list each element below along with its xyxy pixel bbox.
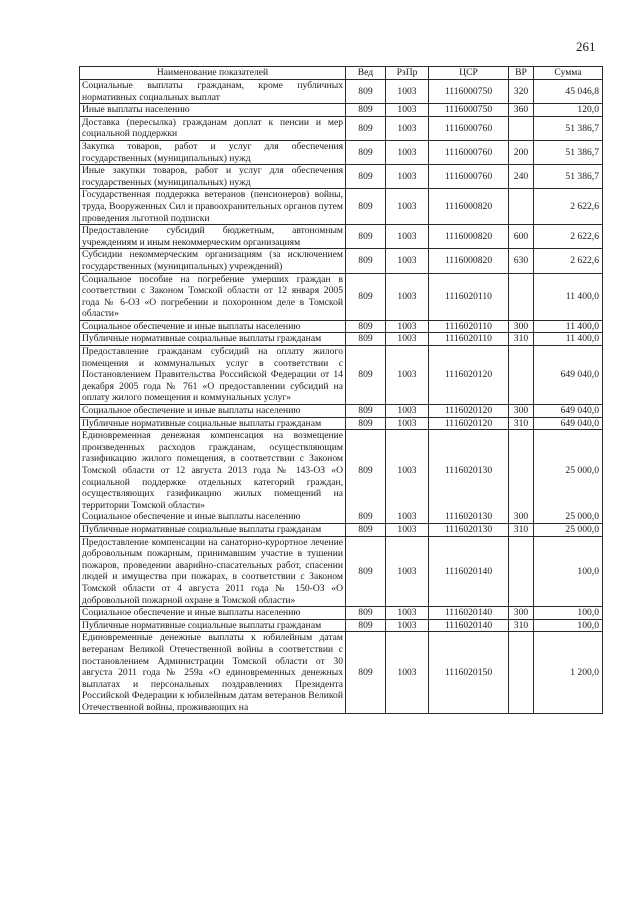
row-name: Социальное обеспечение и иные выплаты населению xyxy=(80,320,346,333)
row-vr: 310 xyxy=(509,333,534,346)
row-ved: 809 xyxy=(346,333,386,346)
row-csr: 1116000760 xyxy=(429,165,509,189)
budget-table xyxy=(79,66,603,714)
table-row xyxy=(80,536,603,607)
row-rzpr: 1003 xyxy=(386,536,429,607)
row-name: Публичные нормативные социальные выплаты гражданам xyxy=(80,333,346,346)
row-csr: 1116020120 xyxy=(429,405,509,418)
row-rzpr: 1003 xyxy=(386,140,429,164)
row-csr: 1116020140 xyxy=(429,607,509,620)
row-vr xyxy=(509,116,534,140)
table-row xyxy=(80,417,603,430)
row-sum: 120,0 xyxy=(534,104,603,117)
row-sum: 51 386,7 xyxy=(534,140,603,164)
row-csr: 1116000820 xyxy=(429,249,509,273)
row-vr: 320 xyxy=(509,80,534,104)
row-vr: 300 xyxy=(509,405,534,418)
table-row xyxy=(80,189,603,225)
row-ved: 809 xyxy=(346,346,386,405)
row-sum: 2 622,6 xyxy=(534,189,603,225)
table-row xyxy=(80,140,603,164)
row-sum: 25 000,0 xyxy=(534,523,603,536)
row-ved: 809 xyxy=(346,607,386,620)
row-name: Предоставление гражданам субсидий на оплату жилого помещения и коммунальных услуг в соответствии с Постановлением Правительства Российской Федерации от 14 декабря 2005 года № 761 «О предоставлении субсидий на оплату жилого помещения и коммунальных услуг» xyxy=(80,346,346,405)
row-name: Публичные нормативные социальные выплаты гражданам xyxy=(80,417,346,430)
row-csr: 1116020110 xyxy=(429,333,509,346)
row-rzpr: 1003 xyxy=(386,249,429,273)
row-rzpr: 1003 xyxy=(386,104,429,117)
row-sum: 11 400,0 xyxy=(534,273,603,320)
table-header-row xyxy=(80,67,603,80)
row-ved: 809 xyxy=(346,165,386,189)
row-ved: 809 xyxy=(346,273,386,320)
table-row xyxy=(80,511,603,523)
row-ved: 809 xyxy=(346,320,386,333)
row-vr: 310 xyxy=(509,619,534,632)
row-rzpr: 1003 xyxy=(386,619,429,632)
row-csr: 1116020120 xyxy=(429,417,509,430)
row-vr: 360 xyxy=(509,104,534,117)
row-ved: 809 xyxy=(346,225,386,249)
table-row xyxy=(80,430,603,512)
row-name: Единовременные денежные выплаты к юбилейным датам ветеранам Великой Отечественной войны в соответствии с постановлением Администрации Томской области от 30 августа 2011 года № 259а «О единовременных денежных выплатах и персональных поздравлениях Президента Российской Федерации к юбилейным датам ветеранов Великой Отечественной войны, проживающих на xyxy=(80,632,346,714)
row-rzpr: 1003 xyxy=(386,607,429,620)
row-rzpr: 1003 xyxy=(386,320,429,333)
row-sum: 2 622,6 xyxy=(534,249,603,273)
row-rzpr: 1003 xyxy=(386,346,429,405)
row-csr: 1116020130 xyxy=(429,430,509,512)
row-ved: 809 xyxy=(346,417,386,430)
row-ved: 809 xyxy=(346,430,386,512)
row-vr: 310 xyxy=(509,523,534,536)
row-rzpr: 1003 xyxy=(386,273,429,320)
row-ved: 809 xyxy=(346,536,386,607)
table-row xyxy=(80,632,603,714)
header-ved: Вед xyxy=(346,67,386,80)
row-name: Предоставление компенсации на санаторно-курортное лечение добровольным пожарным, принимавшим участие в тушении пожаров, проведении аварийно-спасательных работ, спасении людей и имущества при пожарах, в соответствии с Законом Томской области от 4 августа 2011 года № 150-ОЗ «О добровольной пожарной охране в Томской области» xyxy=(80,536,346,607)
row-name: Публичные нормативные социальные выплаты гражданам xyxy=(80,523,346,536)
row-name: Социальное пособие на погребение умерших граждан в соответствии с Законом Томской области от 12 января 2005 года № 6-ОЗ «О погребении и похоронном деле в Томской области» xyxy=(80,273,346,320)
row-name: Социальное обеспечение и иные выплаты населению xyxy=(80,511,346,523)
row-ved: 809 xyxy=(346,80,386,104)
table-row xyxy=(80,405,603,418)
table-row xyxy=(80,104,603,117)
row-rzpr: 1003 xyxy=(386,523,429,536)
row-vr: 310 xyxy=(509,417,534,430)
row-sum: 51 386,7 xyxy=(534,116,603,140)
row-rzpr: 1003 xyxy=(386,165,429,189)
row-name: Социальное обеспечение и иные выплаты населению xyxy=(80,607,346,620)
row-ved: 809 xyxy=(346,405,386,418)
row-ved: 809 xyxy=(346,140,386,164)
row-name: Субсидии некоммерческим организациям (за исключением государственных (муниципальных) учреждений) xyxy=(80,249,346,273)
row-ved: 809 xyxy=(346,619,386,632)
row-csr: 1116000760 xyxy=(429,140,509,164)
row-sum: 51 386,7 xyxy=(534,165,603,189)
row-sum: 100,0 xyxy=(534,619,603,632)
row-vr: 200 xyxy=(509,140,534,164)
row-sum: 2 622,6 xyxy=(534,225,603,249)
row-sum: 100,0 xyxy=(534,607,603,620)
row-ved: 809 xyxy=(346,116,386,140)
row-vr xyxy=(509,189,534,225)
row-csr: 1116000820 xyxy=(429,225,509,249)
row-rzpr: 1003 xyxy=(386,430,429,512)
header-name: Наименование показателей xyxy=(80,67,346,80)
row-vr xyxy=(509,430,534,512)
table-row xyxy=(80,320,603,333)
row-name: Иные закупки товаров, работ и услуг для обеспечения государственных (муниципальных) нужд xyxy=(80,165,346,189)
row-sum: 1 200,0 xyxy=(534,632,603,714)
row-sum: 11 400,0 xyxy=(534,320,603,333)
table-row xyxy=(80,619,603,632)
row-vr xyxy=(509,346,534,405)
row-vr: 240 xyxy=(509,165,534,189)
row-ved: 809 xyxy=(346,523,386,536)
row-csr: 1116000760 xyxy=(429,116,509,140)
row-rzpr: 1003 xyxy=(386,225,429,249)
row-ved: 809 xyxy=(346,104,386,117)
table-row xyxy=(80,80,603,104)
row-csr: 1116000750 xyxy=(429,104,509,117)
table-row xyxy=(80,273,603,320)
row-sum: 25 000,0 xyxy=(534,430,603,512)
row-csr: 1116020140 xyxy=(429,619,509,632)
row-name: Иные выплаты населению xyxy=(80,104,346,117)
row-name: Публичные нормативные социальные выплаты гражданам xyxy=(80,619,346,632)
row-csr: 1116020130 xyxy=(429,511,509,523)
row-rzpr: 1003 xyxy=(386,333,429,346)
row-vr: 300 xyxy=(509,607,534,620)
row-ved: 809 xyxy=(346,189,386,225)
row-csr: 1116020140 xyxy=(429,536,509,607)
header-csr: ЦСР xyxy=(429,67,509,80)
row-sum: 45 046,8 xyxy=(534,80,603,104)
row-vr: 300 xyxy=(509,320,534,333)
row-sum: 11 400,0 xyxy=(534,333,603,346)
header-vr: ВР xyxy=(509,67,534,80)
table-row xyxy=(80,116,603,140)
header-rzpr: РзПр xyxy=(386,67,429,80)
row-rzpr: 1003 xyxy=(386,632,429,714)
row-rzpr: 1003 xyxy=(386,511,429,523)
row-vr: 300 xyxy=(509,511,534,523)
row-name: Государственная поддержка ветеранов (пенсионеров) войны, труда, Вооруженных Сил и правоохранительных органов путем проведения льготной подписки xyxy=(80,189,346,225)
row-rzpr: 1003 xyxy=(386,80,429,104)
row-csr: 1116020110 xyxy=(429,320,509,333)
row-rzpr: 1003 xyxy=(386,405,429,418)
row-csr: 1116000820 xyxy=(429,189,509,225)
table-row xyxy=(80,333,603,346)
row-vr: 630 xyxy=(509,249,534,273)
row-vr xyxy=(509,632,534,714)
row-sum: 649 040,0 xyxy=(534,346,603,405)
row-vr xyxy=(509,536,534,607)
row-csr: 1116020120 xyxy=(429,346,509,405)
row-sum: 25 000,0 xyxy=(534,511,603,523)
row-csr: 1116020110 xyxy=(429,273,509,320)
row-name: Единовременная денежная компенсация на возмещение произведенных расходов гражданам, осуществляющим газификацию жилого помещения, в соответствии с Законом Томской области от 12 августа 2013 года № 143-ОЗ «О социальной поддержке отдельных категорий граждан, осуществляющих газификацию жилых помещений на территории Томской области» xyxy=(80,430,346,512)
row-csr: 1116020130 xyxy=(429,523,509,536)
row-sum: 649 040,0 xyxy=(534,417,603,430)
row-sum: 649 040,0 xyxy=(534,405,603,418)
row-vr xyxy=(509,273,534,320)
row-csr: 1116020150 xyxy=(429,632,509,714)
row-rzpr: 1003 xyxy=(386,189,429,225)
table-row xyxy=(80,523,603,536)
row-name: Социальные выплаты гражданам, кроме публичных нормативных социальных выплат xyxy=(80,80,346,104)
row-csr: 1116000750 xyxy=(429,80,509,104)
row-ved: 809 xyxy=(346,249,386,273)
row-rzpr: 1003 xyxy=(386,116,429,140)
row-name: Закупка товаров, работ и услуг для обеспечения государственных (муниципальных) нужд xyxy=(80,140,346,164)
table-row xyxy=(80,165,603,189)
row-vr: 600 xyxy=(509,225,534,249)
row-name: Социальное обеспечение и иные выплаты населению xyxy=(80,405,346,418)
table-row xyxy=(80,249,603,273)
page-number: 261 xyxy=(576,39,596,54)
table-row xyxy=(80,607,603,620)
row-rzpr: 1003 xyxy=(386,417,429,430)
row-name: Доставка (пересылка) гражданам доплат к пенсии и мер социальной поддержки xyxy=(80,116,346,140)
row-ved: 809 xyxy=(346,632,386,714)
row-name: Предоставление субсидий бюджетным, автономным учреждениям и иным некоммерческим организациям xyxy=(80,225,346,249)
table-row xyxy=(80,225,603,249)
header-sum: Сумма xyxy=(534,67,603,80)
row-sum: 100,0 xyxy=(534,536,603,607)
table-row xyxy=(80,346,603,405)
row-ved: 809 xyxy=(346,511,386,523)
